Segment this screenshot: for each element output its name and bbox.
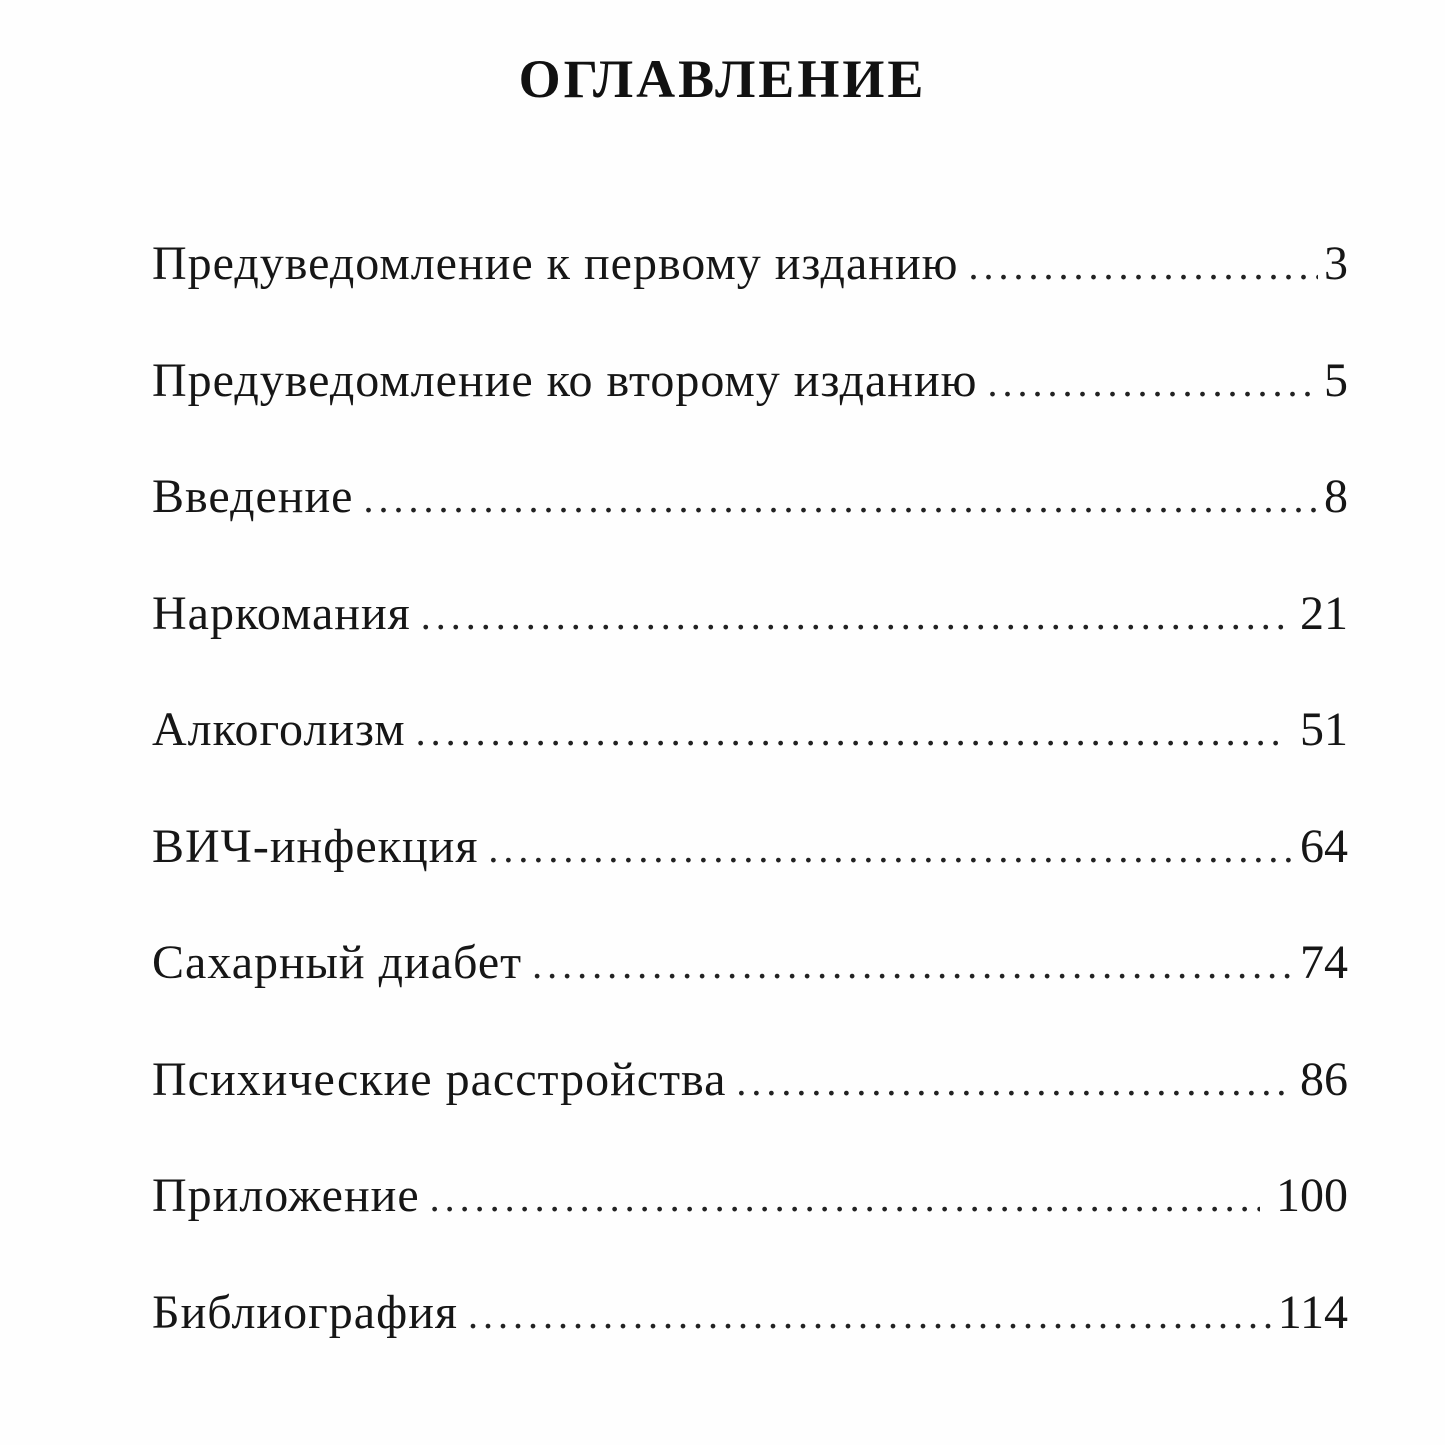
toc-entry-page: 86 [1300,1052,1348,1106]
toc-entry-page: 8 [1324,470,1348,523]
toc-entry-page: 100 [1276,1169,1348,1222]
toc-entry-page: 114 [1277,1285,1348,1339]
dot-leader [468,1279,1272,1351]
toc-entry-page: 51 [1300,703,1348,756]
toc-entry [152,1160,1348,1277]
dot-leader [736,1046,1294,1118]
toc-entry-title: Приложение [152,1169,420,1222]
toc-entry-page: 3 [1324,237,1348,290]
dot-leader [968,230,1318,302]
toc-entry-title: Наркомания [152,586,411,640]
dot-leader [988,347,1318,419]
toc-entry [152,228,1348,345]
dot-leader [430,1162,1260,1234]
toc-entry [152,694,1348,811]
toc-entry-page: 5 [1324,353,1348,407]
page-title: ОГЛАВЛЕНИЕ [518,49,927,109]
toc-entry [152,578,1348,695]
toc-entry-title: ВИЧ-инфекция [152,819,479,873]
toc-entry-title: Предуведомление ко второму изданию [152,353,978,407]
toc-entry-title: Психические расстройства [152,1052,727,1106]
dot-leader [421,580,1284,652]
toc-entry-title: Предуведомление к первому изданию [152,237,959,290]
toc-entry-title: Алкоголизм [152,703,406,756]
dot-leader [488,813,1294,885]
table-of-contents [152,228,1348,1393]
toc-entry-title: Введение [152,470,354,523]
toc-entry-title: Библиография [152,1285,458,1339]
toc-entry-title: Сахарный диабет [152,936,523,989]
toc-entry [152,927,1348,1044]
toc-entry [152,811,1348,928]
dot-leader [532,929,1294,1001]
toc-entry [152,345,1348,462]
toc-entry-page: 64 [1300,819,1348,873]
toc-entry [152,1277,1348,1394]
dot-leader [363,463,1318,535]
toc-entry [152,1044,1348,1161]
toc-entry [152,461,1348,578]
toc-entry-page: 21 [1300,586,1348,640]
toc-entry-page: 74 [1300,936,1348,989]
dot-leader [416,696,1284,768]
